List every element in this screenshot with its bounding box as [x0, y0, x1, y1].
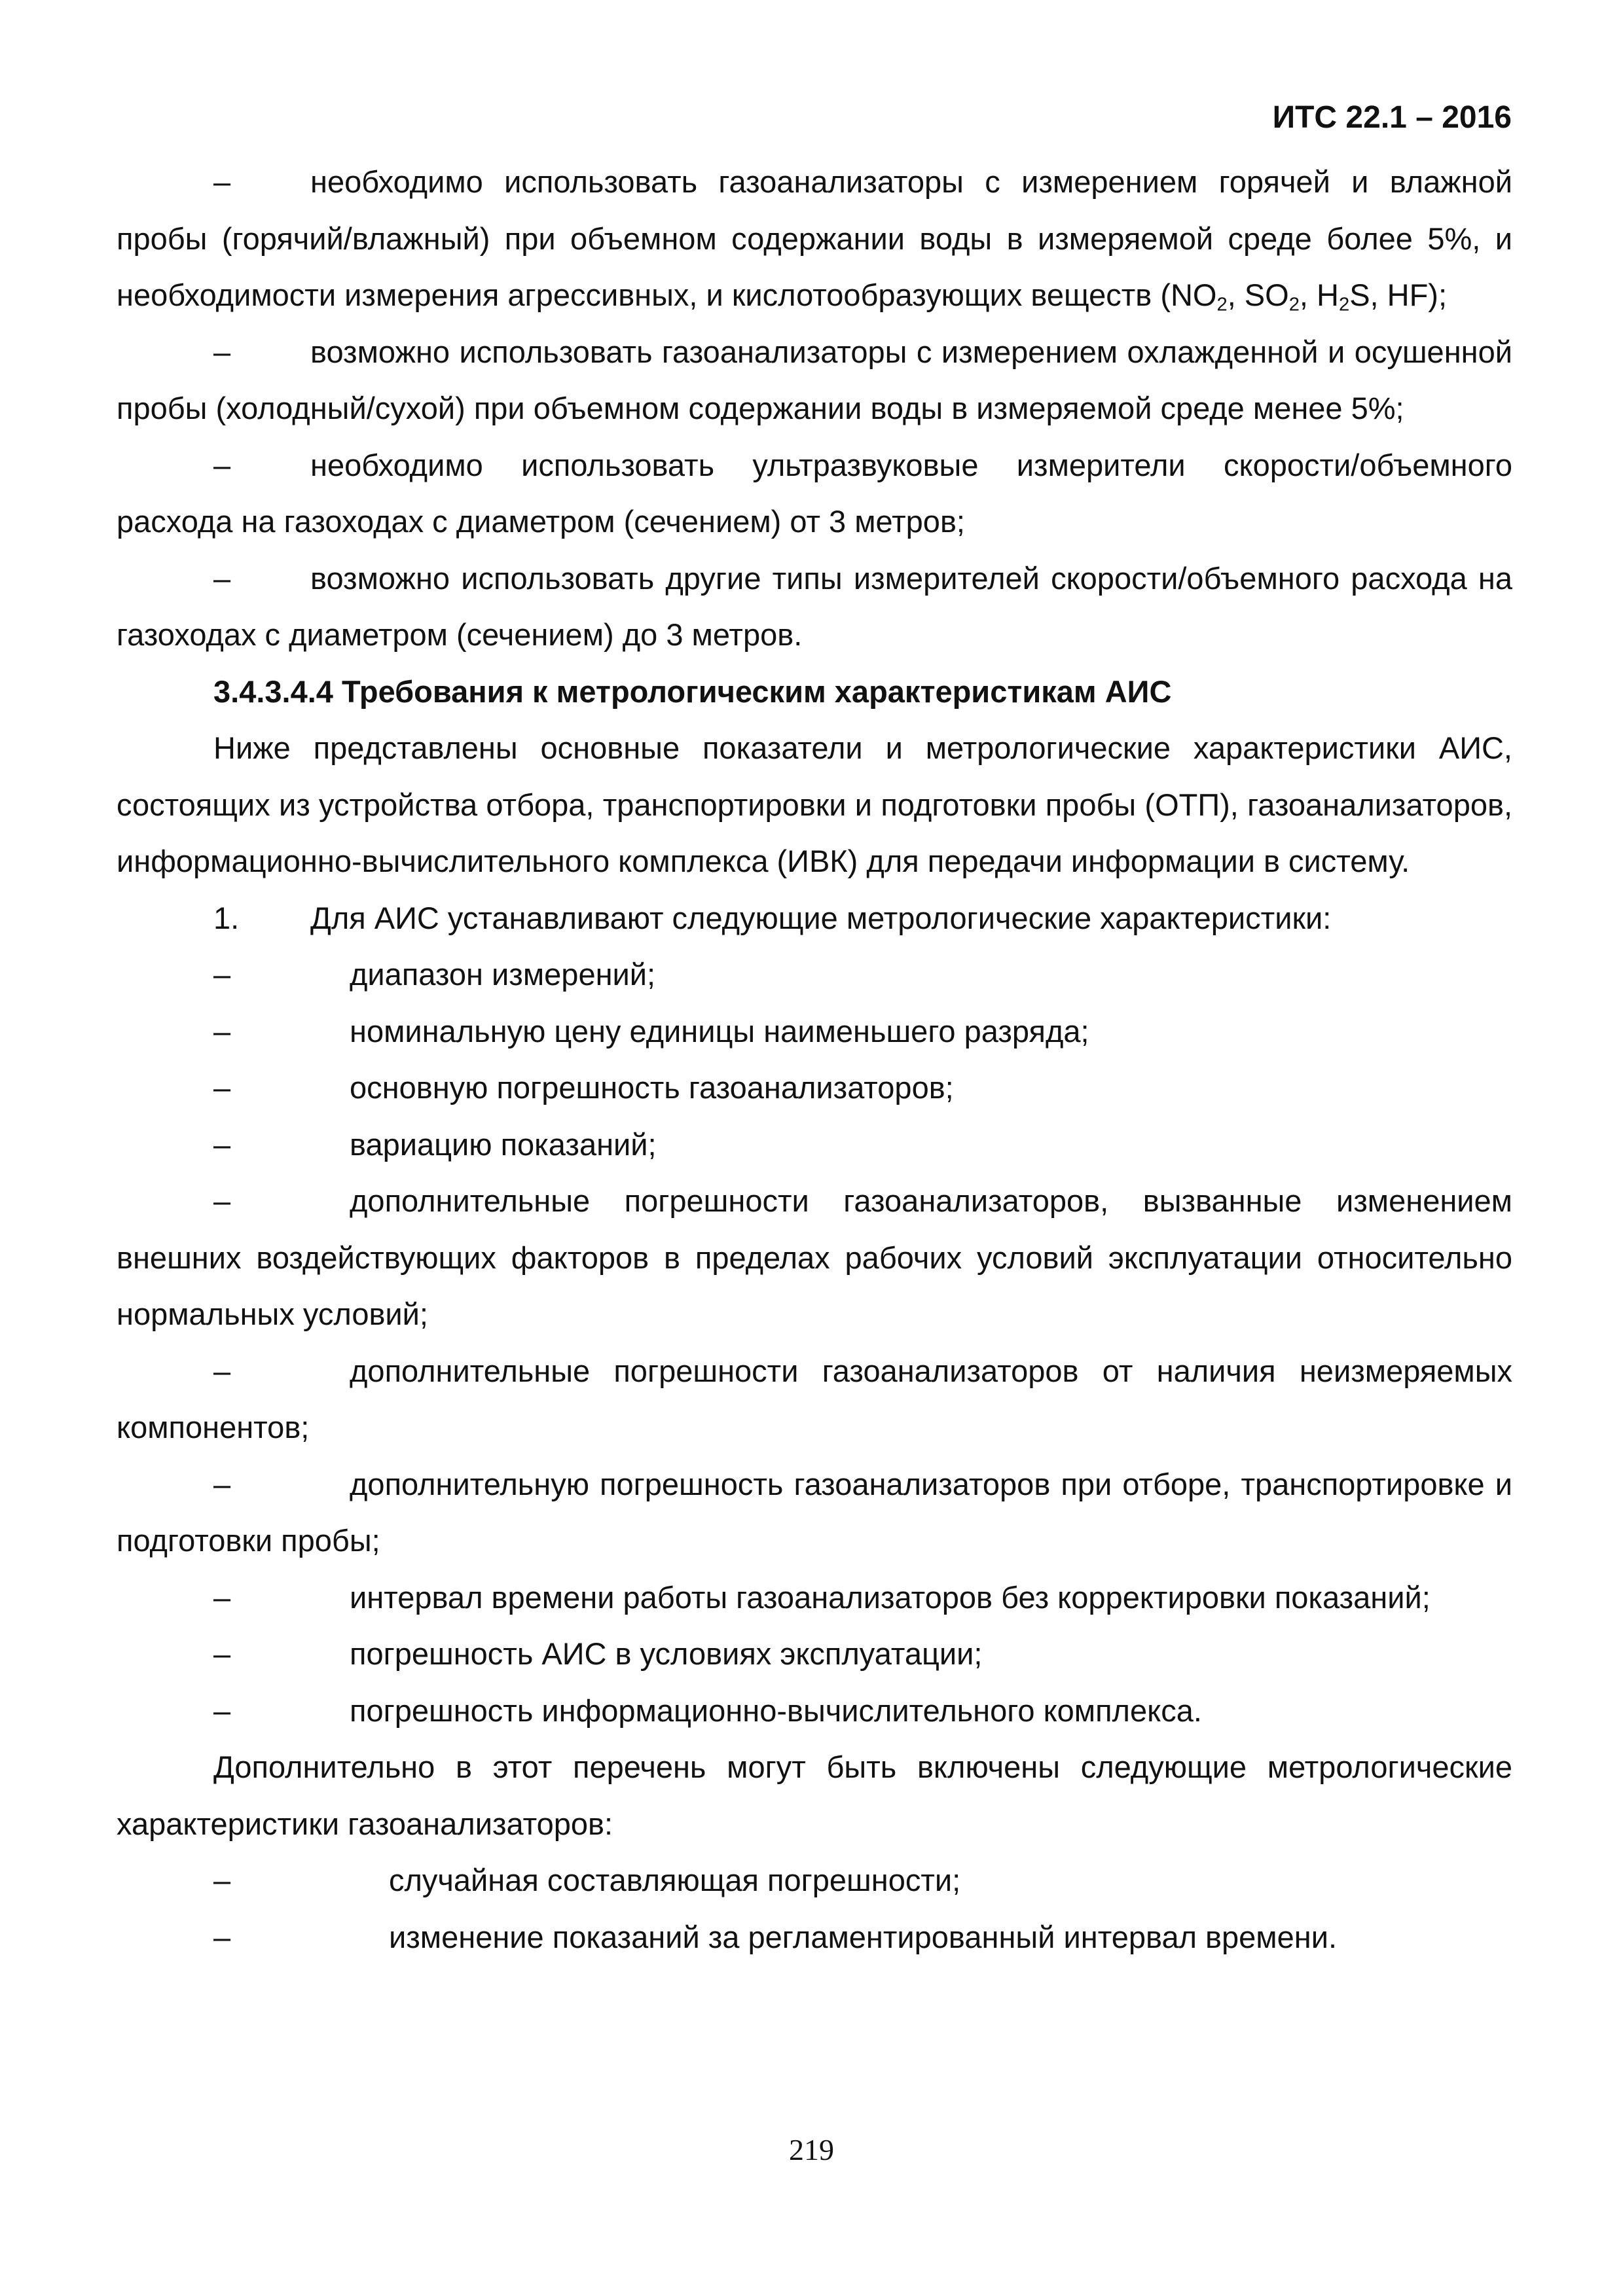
list-item: – изменение показаний за регламентированный интервал времени. — [117, 1909, 1512, 1966]
dash-bullet: – — [213, 560, 231, 596]
dash-bullet: – — [213, 1919, 231, 1954]
dash-bullet: – — [213, 1353, 231, 1388]
dash-bullet: – — [213, 1863, 231, 1897]
dash-bullet: – — [213, 1183, 231, 1218]
paragraph-intro: Ниже представлены основные показатели и метрологические характеристики АИС, состоящих из устройства отбора, транспортировки и подготовки пробы (ОТП), газоанализаторов, информационно-вычислительного комплекса (ИВК) для передачи информации в систему. — [117, 730, 1512, 878]
dash-bullet: – — [213, 1579, 231, 1615]
list-item: – номинальную цену единицы наименьшего разряда; — [117, 1003, 1512, 1060]
item-number: 1. — [213, 900, 240, 935]
page-number: 219 — [789, 2133, 834, 2166]
list-item: – основную погрешность газоанализаторов; — [117, 1060, 1512, 1117]
dash-bullet: – — [213, 447, 231, 482]
list-item: – вариацию показаний; — [117, 1117, 1512, 1174]
list-item: – диапазон измерений; — [117, 946, 1512, 1003]
paragraph-cold-dry-analyzers: – возможно использовать газоанализаторы с измерением охлажденной и осушенной пробы (холодный/сухой) при объемном содержании воды в измеряемой среде менее 5%; — [117, 324, 1512, 437]
dash-bullet: – — [213, 1636, 231, 1671]
section-heading: 3.4.3.4.4 Требования к метрологическим характеристикам АИС — [213, 673, 1172, 709]
dash-bullet: – — [213, 1070, 231, 1105]
list-item: – дополнительную погрешность газоанализаторов при отборе, транспортировке и подготовки пробы; — [117, 1456, 1512, 1570]
dash-bullet: – — [213, 957, 231, 992]
paragraph-hot-wet-analyzers: – необходимо использовать газоанализаторы с измерением горячей и влажной пробы (горячий/влажный) при объемном содержании воды в измеряемой среде более 5%, и необходимости измерения агрессивных, и кислотообразующих веществ ($NO_2$, $SO_2$, $H_2S$, HF); — [117, 154, 1512, 324]
paragraph-other-meters: – возможно использовать другие типы измерителей скорости/объемного расхода на газоходах с диаметром (сечением) до 3 метров. — [117, 550, 1512, 664]
dash-bullet: – — [213, 334, 231, 369]
dash-bullet: – — [213, 1013, 231, 1049]
list-item: – случайная составляющая погрешности; — [117, 1852, 1512, 1909]
paragraph-ultrasonic-meters: – необходимо использовать ультразвуковые измерители скорости/объемного расхода на газоходах с диаметром (сечением) от 3 метров; — [117, 437, 1512, 550]
dash-bullet: – — [213, 1126, 231, 1162]
document-body — [117, 154, 1512, 1965]
dash-bullet: – — [213, 1693, 231, 1728]
dash-bullet: – — [213, 164, 231, 199]
list-item: – погрешность АИС в условиях эксплуатации; — [117, 1626, 1512, 1683]
document-header: ИТС 22.1 – 2016 — [1272, 100, 1512, 135]
numbered-item-1: 1. Для АИС устанавливают следующие метрологические характеристики: — [117, 890, 1512, 947]
list-item: – интервал времени работы газоанализаторов без корректировки показаний; — [117, 1570, 1512, 1626]
list-item: – погрешность информационно-вычислительного комплекса. — [117, 1683, 1512, 1740]
list-item: – дополнительные погрешности газоанализаторов от наличия неизмеряемых компонентов; — [117, 1343, 1512, 1456]
paragraph-additional: Дополнительно в этот перечень могут быть включены следующие метрологические характеристики газоанализаторов: — [117, 1749, 1512, 1841]
list-item: – дополнительные погрешности газоанализаторов, вызванные изменением внешних воздействующих факторов в пределах рабочих условий эксплуатации относительно нормальных условий; — [117, 1173, 1512, 1343]
dash-bullet: – — [213, 1466, 231, 1501]
